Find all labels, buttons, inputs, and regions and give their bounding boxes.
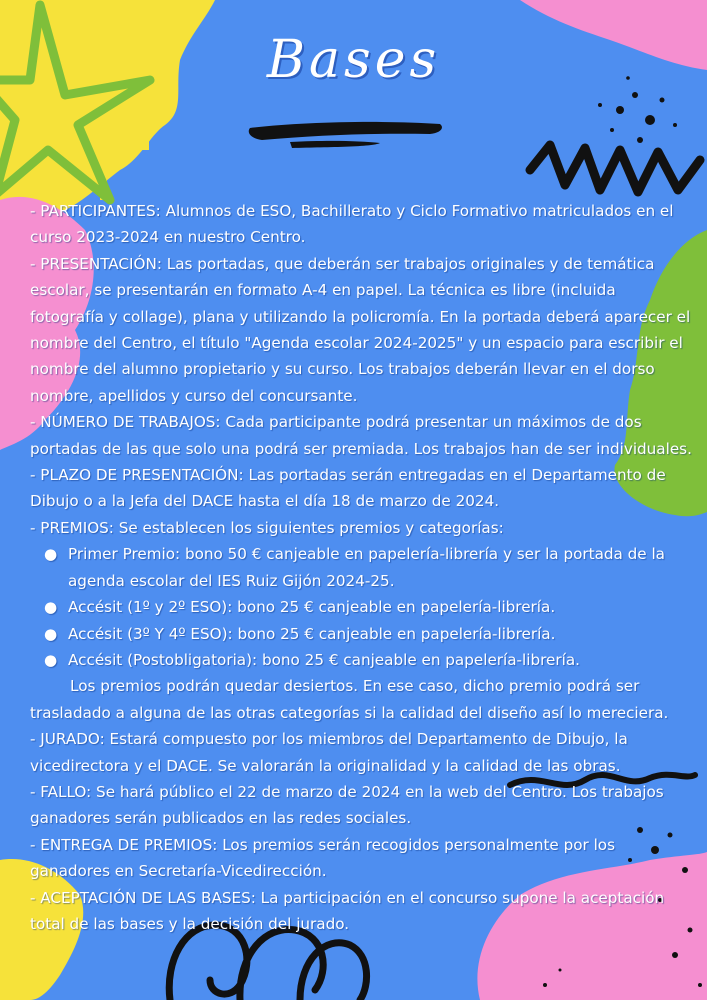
prize-note: Los premios podrán quedar desiertos. En ese caso, dicho premio podrá ser trasladado a alguna de las otras categorías si la calidad del diseño así lo mereciera. — [30, 677, 669, 722]
section-jurado: - JURADO: Estará compuesto por los miembros del Departamento de Dibujo, la vicedirectora y el DACE. Se valorarán la originalidad y la calidad de las obras. — [30, 730, 628, 775]
prize-list — [30, 541, 694, 673]
page-title: Bases — [266, 30, 441, 90]
rules-body — [30, 198, 694, 937]
zigzag-icon — [530, 145, 700, 192]
section-fallo: - FALLO: Se hará público el 22 de marzo de 2024 en la web del Centro. Los trabajos ganadores serán publicados en las redes sociales. — [30, 782, 664, 828]
section-numero-trabajos: - NÚMERO DE TRABAJOS: Cada participante podrá presentar un máximos de dos portadas de las que solo una podrá ser premiada. Los trabajos han de ser individuales. — [30, 413, 692, 458]
section-premios: - PREMIOS: Se establecen los siguientes premios y categorías: — [30, 518, 504, 537]
bullet-icon: ● — [44, 650, 58, 669]
section-aceptacion: - ACEPTACIÓN DE LAS BASES: La participación en el concurso supone la aceptación total de las bases y la decisión del jurado. — [30, 888, 665, 933]
prize-item: ● Accésit (Postobligatoria): bono 25 € canjeable en papelería-librería. — [64, 647, 694, 673]
prize-item: ● Primer Premio: bono 50 € canjeable en papelería-librería y ser la portada de la agenda escolar del IES Ruiz Gijón 2024-25. — [64, 541, 694, 594]
bullet-icon: ● — [44, 624, 58, 643]
brush-stroke — [290, 141, 380, 148]
section-participantes: - PARTICIPANTES: Alumnos de ESO, Bachillerato y Ciclo Formativo matriculados en el curso 2023-2024 en nuestro Centro. — [30, 202, 674, 247]
brush-stroke — [249, 122, 442, 140]
section-presentacion: - PRESENTACIÓN: Las portadas, que deberán ser trabajos originales y de temática escolar, se presentarán en formato A-4 en papel. La técnica es libre (incluida fotografía y collage), plana y utilizando la policromía. En la portada deberá aparecer el nombre del Centro, el título "Agenda escolar 2024-2025" y un espacio para escribir el nombre del alumno propietario y su curso. Los trabajos deberán llevar en el dorso nombre, apellidos y curso del concursante. — [30, 254, 691, 405]
section-plazo: - PLAZO DE PRESENTACIÓN: Las portadas serán entregadas en el Departamento de Dibujo o a la Jefa del DACE hasta el día 18 de marzo de 2024. — [30, 466, 666, 511]
bullet-icon: ● — [44, 545, 58, 564]
bullet-icon: ● — [44, 598, 58, 617]
prize-item: ● Accésit (3º Y 4º ESO): bono 25 € canjeable en papelería-librería. — [64, 621, 694, 647]
prize-item: ● Accésit (1º y 2º ESO): bono 25 € canjeable en papelería-librería. — [64, 594, 694, 620]
section-entrega: - ENTREGA DE PREMIOS: Los premios serán recogidos personalmente por los ganadores en Secretaría-Vicedirección. — [30, 835, 615, 881]
